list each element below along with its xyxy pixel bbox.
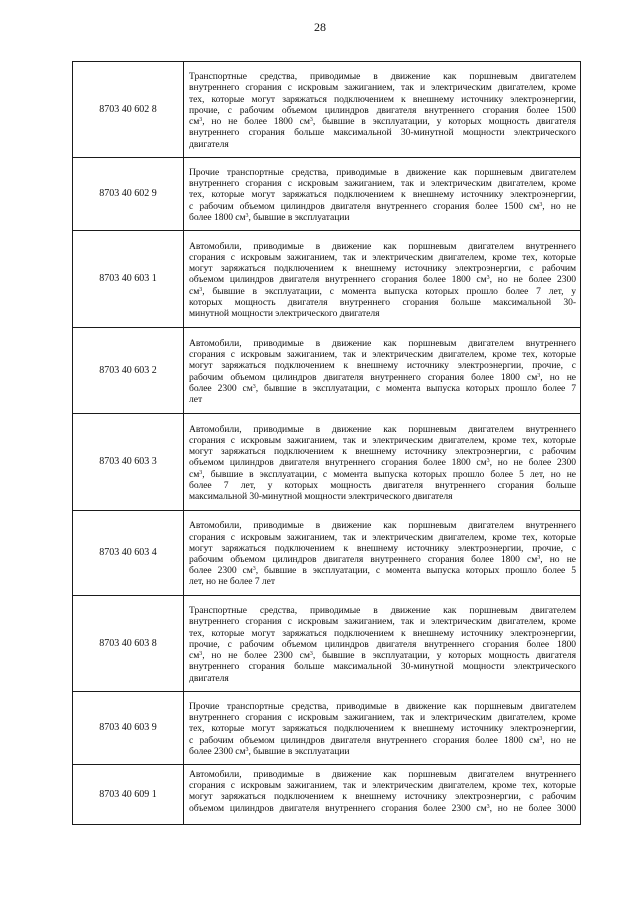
- description-line: Автомобили, приводимые в движение как поршневым двигателем внутреннего: [189, 240, 576, 252]
- goods-description: [184, 511, 581, 596]
- description-line: лет, но не более 7 лет: [189, 576, 276, 588]
- description-line: сгорания с искровым зажиганием, так и электрическим двигателем, кроме тех, которые: [189, 780, 576, 792]
- description-line: внутреннего сгорания с искровым зажиганием, так и электрическим двигателем, кроме: [189, 178, 576, 190]
- table-row: [73, 62, 581, 158]
- description-line: $см^3$, бывшие в эксплуатации, с момента выпуска которых прошло более 7 лет, у: [189, 285, 576, 297]
- description-line: Автомобили, приводимые в движение как поршневым двигателем внутреннего: [189, 769, 576, 780]
- description-line: $см^3$, но не более 2300 $см^3$, бывшие в эксплуатации, у которых мощность двигателя: [189, 650, 576, 662]
- tariff-code: 8703 40 603 2: [73, 328, 184, 414]
- description-line: с рабочим объемом цилиндров двигателя внутреннего сгорания более 1500 $см^3$, но не: [189, 200, 576, 212]
- table-row: [73, 158, 581, 231]
- description-line: тех, которые могут заряжаться подключением к внешнему источнику электроэнергии,: [189, 723, 576, 735]
- description-line: Автомобили, приводимые в движение как поршневым двигателем внутреннего: [189, 520, 576, 532]
- description-line: рабочим объемом цилиндров двигателя внутреннего сгорания более 1800 $см^3$, но не: [189, 371, 576, 383]
- description-line: Транспортные средства, приводимые в движение как поршневым двигателем: [189, 605, 576, 617]
- description-line: внутреннего сгорания с искровым зажиганием, так и электрическим двигателем, кроме: [189, 616, 576, 628]
- description-line: сгорания с искровым зажиганием, так и электрическим двигателем, кроме тех, которые: [189, 531, 576, 543]
- description-line: объемом цилиндров двигателя внутреннего сгорания более 2300 $см^3$, но не более 3000: [189, 802, 576, 814]
- table-row: [73, 765, 581, 825]
- description-line: могут заряжаться подключением к внешнему источнику электроэнергии, прочие, с: [189, 360, 576, 372]
- description-line: более 7 лет, у которых мощность двигателя внутреннего сгорания больше: [189, 479, 576, 491]
- table-row: [73, 328, 581, 414]
- description-line: сгорания с искровым зажиганием, так и электрическим двигателем, кроме тех, которые: [189, 251, 576, 263]
- goods-description: [184, 414, 581, 511]
- description-line: $см^3$, бывшие в эксплуатации, с момента выпуска которых прошло более 5 лет, но не: [189, 468, 576, 480]
- description-line: прочие, с рабочим объемом цилиндров двигателя внутреннего сгорания более 1800: [189, 638, 576, 650]
- tariff-code: 8703 40 602 8: [73, 62, 184, 158]
- description-line: двигателя: [189, 138, 229, 150]
- description-line: которых мощность двигателя внутреннего сгорания больше максимальной 30-: [189, 296, 576, 308]
- goods-description: [184, 62, 581, 158]
- description-line: внутреннего сгорания больше максимальной 30-минутной мощности электрического: [189, 127, 576, 139]
- description-line: $см^3$, но не более 1800 $см^3$, бывшие в эксплуатации, у которых мощность двигателя: [189, 116, 576, 128]
- table-row: [73, 692, 581, 765]
- page-number: 28: [314, 20, 326, 34]
- description-line: прочие, с рабочим объемом цилиндров двигателя внутреннего сгорания более 1500: [189, 104, 576, 116]
- tariff-code: 8703 40 603 9: [73, 692, 184, 765]
- description-line: Автомобили, приводимые в движение как поршневым двигателем внутреннего: [189, 423, 576, 435]
- description-line: Прочие транспортные средства, приводимые в движение как поршневым двигателем: [189, 700, 576, 712]
- description-line: рабочим объемом цилиндров двигателя внутреннего сгорания более 1800 $см^3$, но не: [189, 554, 576, 565]
- description-line: внутреннего сгорания с искровым зажиганием, так и электрическим двигателем, кроме: [189, 712, 576, 724]
- description-line: Транспортные средства, приводимые в движение как поршневым двигателем: [189, 71, 576, 83]
- description-line: более 1800 $см^3$, бывшие в эксплуатации: [189, 211, 350, 223]
- tariff-code: 8703 40 603 4: [73, 511, 184, 596]
- description-line: двигателя: [189, 672, 229, 684]
- description-line: более 2300 $см^3$, бывшие в эксплуатации, с момента выпуска которых прошло более 5: [189, 565, 576, 577]
- description-line: могут заряжаться подключением к внешнему источнику электроэнергии, с рабочим: [189, 791, 576, 803]
- description-line: с рабочим объемом цилиндров двигателя внутреннего сгорания более 1800 $см^3$, но не: [189, 734, 576, 746]
- tariff-code: 8703 40 603 1: [73, 231, 184, 328]
- tariff-code: 8703 40 603 3: [73, 414, 184, 511]
- description-line: более 2300 $см^3$, бывшие в эксплуатации: [189, 745, 350, 757]
- description-line: могут заряжаться подключением к внешнему источнику электроэнергии, с рабочим: [189, 263, 576, 275]
- description-line: могут заряжаться подключением к внешнему источнику электроэнергии, прочие, с: [189, 542, 576, 554]
- description-line: объемом цилиндров двигателя внутреннего сгорания более 1800 $см^3$, но не более 2300: [189, 274, 576, 286]
- description-line: минутной мощности электрического двигателя: [189, 308, 380, 319]
- description-line: объемом цилиндров двигателя внутреннего сгорания более 1800 $см^3$, но не более 2300: [189, 457, 576, 469]
- description-line: лет: [189, 393, 203, 405]
- goods-description: [184, 692, 581, 765]
- description-line: сгорания с искровым зажиганием, так и электрическим двигателем, кроме тех, которые: [189, 349, 576, 361]
- description-line: более 2300 $см^3$, бывшие в эксплуатации, с момента выпуска которых прошло более 7: [189, 382, 576, 394]
- description-line: тех, которые могут заряжаться подключением к внешнему источнику электроэнергии,: [189, 627, 576, 639]
- description-line: сгорания с искровым зажиганием, так и электрическим двигателем, кроме тех, которые: [189, 434, 576, 446]
- goods-description: [184, 328, 581, 414]
- tariff-code: 8703 40 602 9: [73, 158, 184, 231]
- table-row: [73, 511, 581, 596]
- table-row: [73, 414, 581, 511]
- table-row: [73, 231, 581, 328]
- description-line: тех, которые могут заряжаться подключением к внешнему источнику электроэнергии,: [189, 189, 576, 201]
- description-line: максимальной 30-минутной мощности электрического двигателя: [189, 491, 453, 502]
- description-line: тех, которые могут заряжаться подключением к внешнему источнику электроэнергии,: [189, 93, 576, 105]
- tariff-code-table: [72, 61, 581, 825]
- goods-description: [184, 158, 581, 231]
- description-line: внутреннего сгорания больше максимальной 30-минутной мощности электрического: [189, 661, 576, 673]
- tariff-code: 8703 40 603 8: [73, 596, 184, 692]
- description-line: Прочие транспортные средства, приводимые в движение как поршневым двигателем: [189, 166, 576, 178]
- goods-description: [184, 765, 581, 825]
- description-line: могут заряжаться подключением к внешнему источнику электроэнергии, с рабочим: [189, 446, 576, 458]
- goods-description: [184, 596, 581, 692]
- goods-description: [184, 231, 581, 328]
- description-line: внутреннего сгорания с искровым зажиганием, так и электрическим двигателем, кроме: [189, 82, 576, 94]
- description-line: Автомобили, приводимые в движение как поршневым двигателем внутреннего: [189, 337, 576, 349]
- tariff-code: 8703 40 609 1: [73, 765, 184, 825]
- table-row: [73, 596, 581, 692]
